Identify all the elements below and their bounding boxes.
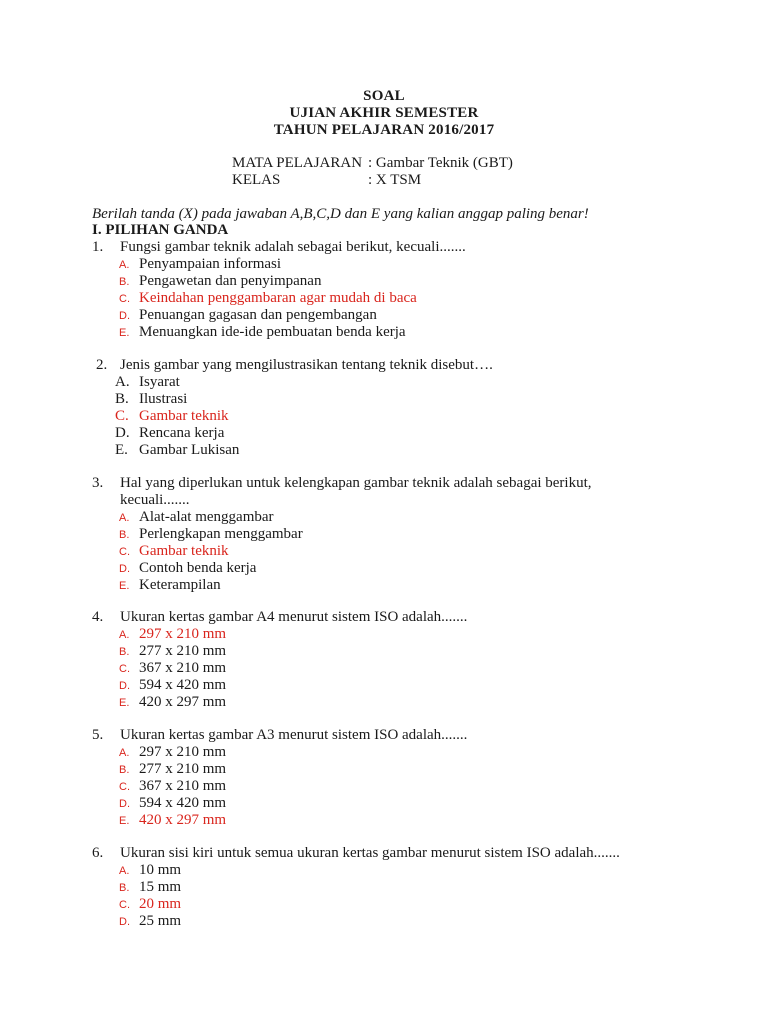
class-value: : X TSM — [368, 172, 422, 188]
option-text: 277 x 210 mm — [139, 643, 227, 659]
question-number: 2. — [96, 357, 108, 373]
option-text-correct: Keindahan penggambaran agar mudah di baca — [139, 290, 417, 306]
option-letter: B. — [115, 391, 129, 407]
option-text: 367 x 210 mm — [139, 660, 227, 676]
option-letter: B. — [119, 529, 130, 541]
option-letter: A. — [119, 865, 130, 877]
option-letter: C. — [119, 293, 130, 305]
option-letter: E. — [119, 815, 130, 827]
subject-label: MATA PELAJARAN — [232, 155, 363, 171]
option-text: Penuangan gagasan dan pengembangan — [139, 307, 377, 323]
option-text-correct: 420 x 297 mm — [139, 812, 227, 828]
question-number: 1. — [92, 239, 104, 255]
option-letter: C. — [119, 899, 130, 911]
option-letter: B. — [119, 764, 130, 776]
option-text: Menuangkan ide-ide pembuatan benda kerja — [139, 324, 406, 340]
option-letter: C. — [119, 781, 130, 793]
option-text: 15 mm — [139, 879, 182, 895]
option-letter: E. — [119, 580, 130, 592]
option-text: Penyampaian informasi — [139, 256, 282, 272]
option-text: 594 x 420 mm — [139, 795, 227, 811]
option-text: 420 x 297 mm — [139, 694, 227, 710]
option-letter: A. — [119, 629, 130, 641]
option-text: Rencana kerja — [139, 425, 225, 441]
option-letter: B. — [119, 646, 130, 658]
question-text: Ukuran kertas gambar A3 menurut sistem ISO adalah....... — [120, 727, 468, 743]
class-label: KELAS — [232, 172, 281, 188]
option-text-correct: 297 x 210 mm — [139, 626, 227, 642]
option-letter: E. — [119, 697, 130, 709]
option-text: Gambar Lukisan — [139, 442, 240, 458]
option-letter: D. — [119, 680, 130, 692]
section-title: I. PILIHAN GANDA — [92, 222, 229, 238]
option-letter: C. — [115, 408, 129, 424]
option-letter: D. — [119, 563, 130, 575]
option-text-correct: 20 mm — [139, 896, 182, 912]
doc-title-soal: SOAL — [363, 88, 405, 104]
option-text: Keterampilan — [139, 577, 221, 593]
option-letter: D. — [119, 310, 130, 322]
doc-title-exam: UJIAN AKHIR SEMESTER — [289, 105, 479, 121]
option-text: 10 mm — [139, 862, 182, 878]
option-text: 367 x 210 mm — [139, 778, 227, 794]
option-letter: E. — [119, 327, 130, 339]
option-text: Contoh benda kerja — [139, 560, 257, 576]
doc-title-year: TAHUN PELAJARAN 2016/2017 — [273, 122, 495, 138]
option-letter: C. — [119, 546, 130, 558]
option-text: Ilustrasi — [139, 391, 188, 407]
option-text: 277 x 210 mm — [139, 761, 227, 777]
question-text: Hal yang diperlukan untuk kelengkapan gambar teknik adalah sebagai berikut, — [120, 475, 592, 491]
question-text: Fungsi gambar teknik adalah sebagai berikut, kecuali....... — [120, 239, 466, 255]
option-text: 297 x 210 mm — [139, 744, 227, 760]
question-text: Ukuran kertas gambar A4 menurut sistem ISO adalah....... — [120, 609, 468, 625]
option-letter: A. — [119, 259, 130, 271]
option-letter: A. — [119, 747, 130, 759]
question-number: 4. — [92, 609, 104, 625]
option-text: 594 x 420 mm — [139, 677, 227, 693]
option-text-correct: Gambar teknik — [139, 543, 229, 559]
option-letter: D. — [119, 916, 130, 928]
question-number: 5. — [92, 727, 104, 743]
option-letter: B. — [119, 882, 130, 894]
instruction-text: Berilah tanda (X) pada jawaban A,B,C,D dan E yang kalian anggap paling benar! — [92, 206, 589, 222]
option-letter: A. — [115, 374, 130, 390]
question-number: 6. — [92, 845, 104, 861]
option-letter: D. — [119, 798, 130, 810]
question-text: Ukuran sisi kiri untuk semua ukuran kertas gambar menurut sistem ISO adalah....... — [120, 845, 620, 861]
subject-value: : Gambar Teknik (GBT) — [368, 155, 513, 171]
question-text: Jenis gambar yang mengilustrasikan tentang teknik disebut…. — [120, 357, 493, 373]
option-text: Isyarat — [139, 374, 180, 390]
question-number: 3. — [92, 475, 104, 491]
option-letter: D. — [115, 425, 130, 441]
option-letter: C. — [119, 663, 130, 675]
option-text: Alat-alat menggambar — [139, 509, 274, 525]
question-text-continued: kecuali....... — [120, 492, 190, 508]
option-text: Perlengkapan menggambar — [139, 526, 303, 542]
option-letter: B. — [119, 276, 130, 288]
option-letter: A. — [119, 512, 130, 524]
option-text: 25 mm — [139, 913, 182, 929]
option-letter: E. — [115, 442, 128, 458]
option-text-correct: Gambar teknik — [139, 408, 229, 424]
option-text: Pengawetan dan penyimpanan — [139, 273, 322, 289]
